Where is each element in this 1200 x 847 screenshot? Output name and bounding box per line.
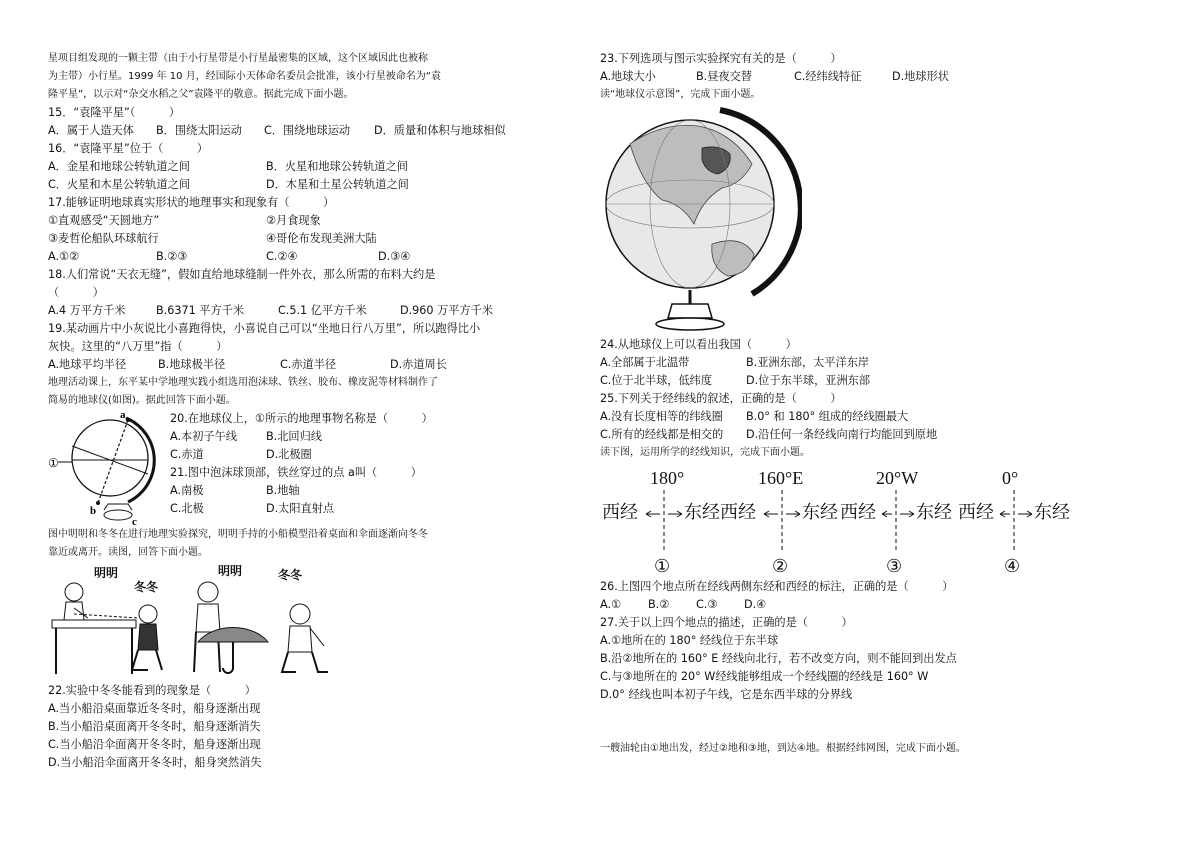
option-a[interactable]: A.没有长度相等的纬线圈 [600, 410, 723, 423]
meridian-1-num: ① [654, 556, 671, 576]
question-27-option-a[interactable]: A.①地所在的 180° 经线位于东半球 [600, 634, 779, 647]
question-22-option-b[interactable]: B.当小船沿桌面离开冬冬时，船身逐渐消失 [48, 720, 261, 733]
option-d[interactable]: D.④ [744, 598, 767, 611]
option-c[interactable]: C.5.1 亿平方千米 [278, 304, 367, 317]
option-b[interactable]: B.地轴 [266, 484, 300, 497]
question-19-cont: 灰快。这里的“八万里”指（ ） [48, 340, 228, 353]
option-d[interactable]: D.赤道周长 [390, 358, 447, 371]
option-d[interactable]: D．质量和体积与地球相似 [374, 124, 506, 137]
option-a[interactable]: A.本初子午线 [170, 430, 237, 443]
question-18: 18.人们常说“天衣无缝”，假如直给地球缝制一件外衣，那么所需的布料大约是 [48, 268, 436, 281]
option-c[interactable]: C.北极 [170, 502, 204, 515]
globe-section [48, 410, 528, 526]
question-24-options-row2 [600, 372, 1080, 390]
item-4: ④哥伦布发现美洲大陆 [266, 232, 377, 245]
question-19: 19.某动画片中小灰说比小喜跑得快，小喜说自己可以“坐地日行八万里”，所以跑得比小 [48, 322, 481, 335]
option-b[interactable]: B．围绕太阳运动 [156, 124, 242, 137]
label-dongdong-2: 冬冬 [278, 568, 303, 582]
question-25-options-row2 [600, 426, 1080, 444]
question-19-options [48, 356, 528, 374]
label-dongdong-1: 冬冬 [134, 580, 159, 594]
meridian-3-degree: 20°W [876, 468, 919, 488]
item-3: ③麦哲伦船队环球航行 [48, 232, 159, 245]
label-b: b [90, 505, 97, 517]
meridian-1-west: 西经 [602, 502, 638, 522]
option-b[interactable]: B.地球极半径 [158, 358, 226, 371]
globe-illustration [602, 104, 802, 336]
meridian-4-degree: 0° [1002, 468, 1019, 488]
label-mingming-2: 明明 [218, 564, 243, 578]
option-b[interactable]: B.亚洲东部，太平洋东岸 [746, 356, 870, 369]
item-2: ②月食现象 [266, 214, 321, 227]
option-d[interactable]: D．木星和土星公转轨道之间 [266, 178, 409, 191]
question-24: 24.从地球仪上可以看出我国（ ） [600, 338, 797, 351]
passage-globe-line1: 地理活动课上，东平某中学地理实践小组选用泡沫球、铁丝、胶布、橡皮泥等材料制作了 [48, 377, 438, 388]
option-c[interactable]: C.赤道 [170, 448, 204, 461]
passage-boat-line2: 靠近或离开。读图，回答下面小题。 [48, 547, 208, 558]
question-16: 16．“袁隆平星”位于（ ） [48, 142, 209, 155]
meridian-3-east: 东经 [916, 502, 952, 522]
question-21-options-row1 [170, 482, 520, 500]
question-22-option-a[interactable]: A.当小船沿桌面靠近冬冬时，船身逐渐出现 [48, 702, 261, 715]
passage-meridians: 读下图，运用所学的经线知识，完成下面小题。 [600, 447, 810, 458]
question-23: 23.下列选项与图示实验探究有关的是（ ） [600, 52, 842, 65]
question-20: 20.在地球仪上，①所示的地理事物名称是（ ） [170, 412, 433, 425]
passage-globe-line2: 简易的地球仪(如图)。据此回答下面小题。 [48, 395, 236, 406]
question-24-options-row1 [600, 354, 1080, 372]
option-b[interactable]: B．火星和地球公转轨道之间 [266, 160, 408, 173]
option-d[interactable]: D.位于东半球，亚洲东部 [746, 374, 871, 387]
passage-globe-diagram: 读“地球仪示意图”，完成下面小题。 [600, 89, 761, 100]
meridian-1-east: 东经 [684, 502, 720, 522]
kids-illustration [48, 562, 348, 682]
meridian-3-num: ③ [886, 556, 903, 576]
option-b[interactable]: B.② [648, 598, 670, 611]
option-a[interactable]: A．金星和地球公转轨道之间 [48, 160, 190, 173]
question-18-options [48, 302, 528, 320]
question-25-options-row1 [600, 408, 1080, 426]
meridian-4-west: 西经 [958, 502, 994, 522]
question-16-options-row2 [48, 176, 528, 194]
question-20-options-row1 [170, 428, 520, 446]
option-a[interactable]: A.南极 [170, 484, 204, 497]
question-15: 15．“袁隆平星”（ ） [48, 106, 181, 119]
question-21: 21.图中泡沫球顶部，铁丝穿过的点 a叫（ ） [170, 466, 422, 479]
question-22-option-c[interactable]: C.当小船沿伞面离开冬冬时，船身逐渐出现 [48, 738, 261, 751]
option-c[interactable]: C.赤道半径 [280, 358, 337, 371]
label-c: c [132, 516, 137, 528]
question-26-options [600, 596, 1080, 614]
question-22-option-d[interactable]: D.当小船沿伞面离开冬冬时，船身突然消失 [48, 756, 262, 769]
question-27: 27.关于以上四个地点的描述，正确的是（ ） [600, 616, 853, 629]
option-b[interactable]: B.6371 平方千米 [156, 304, 245, 317]
question-27-option-b[interactable]: B.沿②地所在的 160° E 经线向北行，若不改变方向，则不能回到出发点 [600, 652, 957, 665]
option-a[interactable]: A．属于人造天体 [48, 124, 134, 137]
question-18-blank: （ ） [48, 286, 104, 299]
left-column [48, 46, 528, 772]
option-a[interactable]: A.地球大小 [600, 70, 656, 83]
item-1: ①直观感受“天圆地方” [48, 214, 160, 227]
question-26: 26.上图四个地点所在经线两侧东经和西经的标注，正确的是（ ） [600, 580, 954, 593]
label-one: ① [48, 456, 59, 470]
meridian-2-west: 西经 [720, 502, 756, 522]
meridian-diagram [600, 462, 1080, 578]
right-column [600, 46, 1080, 758]
option-c[interactable]: C．围绕地球运动 [264, 124, 351, 137]
option-c[interactable]: C.所有的经线都是相交的 [600, 428, 724, 441]
option-b[interactable]: B.②③ [156, 250, 188, 263]
question-23-options [600, 68, 1080, 86]
option-d[interactable]: D.太阳直射点 [266, 502, 335, 515]
option-c[interactable]: C.经纬线特征 [794, 70, 862, 83]
boat-experiment-figure [48, 562, 528, 682]
option-d[interactable]: D.沿任何一条经线向南行均能回到原地 [746, 428, 938, 441]
option-d[interactable]: D.960 万平方千米 [400, 304, 494, 317]
question-15-options [48, 122, 528, 140]
option-a[interactable]: A.①② [48, 250, 80, 263]
question-21-options-row2 [170, 500, 520, 518]
question-20-options-row2 [170, 446, 520, 464]
option-c[interactable]: C.②④ [266, 250, 298, 263]
passage-intro-line2: 为主带）小行星。1999 年 10 月，经国际小天体命名委员会批准，该小行星被命名为“袁 [48, 71, 441, 82]
option-d[interactable]: D.地球形状 [892, 70, 949, 83]
question-17-items-row1 [48, 212, 528, 230]
passage-intro-line3: 隆平星”，以示对“杂交水稻之父”袁隆平的敬意。据此完成下面小题。 [48, 89, 354, 100]
option-a[interactable]: A.地球平均半径 [48, 358, 127, 371]
meridian-2-degree: 160°E [758, 468, 804, 488]
question-27-option-d[interactable]: D.0° 经线也叫本初子午线，它是东西半球的分界线 [600, 688, 853, 701]
meridian-4-east: 东经 [1034, 502, 1070, 522]
meridian-4-num: ④ [1004, 556, 1021, 576]
question-17-items-row2 [48, 230, 528, 248]
question-16-options-row1 [48, 158, 528, 176]
passage-tanker: 一艘油轮由①地出发，经过②地和③地，到达④地。根据经纬网图，完成下面小题。 [600, 743, 966, 754]
meridian-2-num: ② [772, 556, 789, 576]
question-22: 22.实验中冬冬能看到的现象是（ ） [48, 684, 256, 697]
option-d[interactable]: D.北极圈 [266, 448, 312, 461]
option-d[interactable]: D.③④ [378, 250, 411, 263]
option-c[interactable]: C.位于北半球，低纬度 [600, 374, 713, 387]
foam-globe-figure [48, 410, 166, 528]
question-25: 25.下列关于经纬线的叙述，正确的是（ ） [600, 392, 842, 405]
option-a[interactable]: A.4 万平方千米 [48, 304, 126, 317]
question-17-options [48, 248, 528, 266]
option-c[interactable]: C.③ [696, 598, 718, 611]
question-17: 17.能够证明地球真实形状的地理事实和现象有（ ） [48, 196, 335, 209]
meridian-2-east: 东经 [802, 502, 838, 522]
meridian-illustration [600, 462, 1080, 578]
option-b[interactable]: B.北回归线 [266, 430, 322, 443]
meridian-1-degree: 180° [650, 468, 685, 488]
label-a: a [120, 410, 126, 421]
question-27-option-c[interactable]: C.与③地所在的 20° W经线能够组成一个经线圈的经线是 160° W [600, 670, 929, 683]
option-b[interactable]: B.昼夜交替 [696, 70, 752, 83]
terrestrial-globe-figure [600, 104, 1080, 336]
passage-intro-line1: 星项目组发现的一颗主带（由于小行星带是小行星最密集的区域，这个区域因此也被称 [48, 53, 428, 64]
option-a[interactable]: A.全部属于北温带 [600, 356, 690, 369]
meridian-3-west: 西经 [840, 502, 876, 522]
label-mingming-1: 明明 [94, 566, 119, 580]
option-a[interactable]: A.① [600, 598, 622, 611]
option-c[interactable]: C．火星和木星公转轨道之间 [48, 178, 191, 191]
passage-boat-line1: 图中明明和冬冬在进行地理实验探究，明明手持的小船模型沿着桌面和伞面逐渐向冬冬 [48, 529, 428, 540]
option-b[interactable]: B.0° 和 180° 组成的经线圈最大 [746, 410, 909, 423]
